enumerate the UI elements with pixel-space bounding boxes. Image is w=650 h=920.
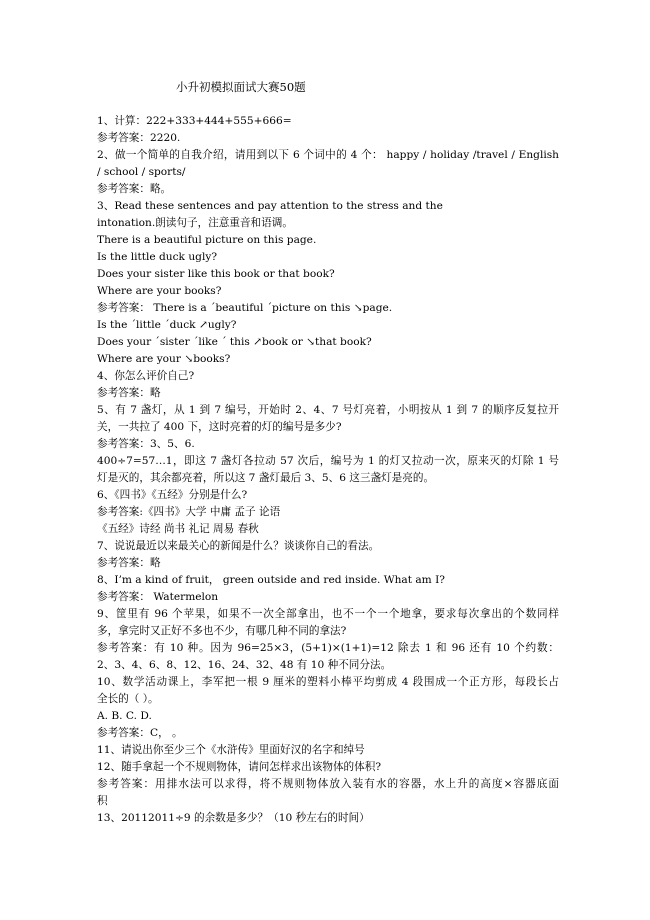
- question-4: 4、你怎么评价自己?: [97, 370, 195, 382]
- answer-9-cont: 2、3、4、6、8、12、16、24、32、48 有 10 种不同分法。: [97, 659, 392, 671]
- question-3: 3、Read these sentences and pay attention to the stress and the: [97, 200, 443, 212]
- document-title: 小升初模拟面试大赛50题: [176, 80, 306, 94]
- question-6: 6、《四书》《五经》分别是什么?: [97, 489, 248, 501]
- question-9: 9、筐里有 96 个苹果，如果不一次全部拿出，也不一个一个地拿，要求每次拿出的个数同样: [97, 608, 559, 620]
- question-3-cont: intonation.朗读句子，注意重音和语调。: [97, 217, 293, 229]
- question-10: 10、数学活动课上，李军把一根 9 厘米的塑料小棒平均剪成 4 段围成一个正方形，每段长占: [97, 676, 559, 688]
- sentence-line: Does your sister like this book or that book?: [97, 268, 335, 280]
- answer-5-explanation-cont: 灯是灭的，其余都亮着，所以这 7 盏灯最后 3、5、6 这三盏灯是亮的。: [97, 472, 435, 484]
- answer-3-line: Where are your ↘books?: [97, 353, 231, 365]
- document-body: [97, 113, 559, 827]
- answer-3-line: Is the ˊlittle ˊduck ↗ugly?: [97, 319, 237, 331]
- answer-5: 参考答案：3、5、6.: [97, 438, 195, 450]
- question-1: 1、计算：222+333+444+555+666=: [97, 115, 292, 127]
- answer-10: 参考答案：C， 。: [97, 727, 183, 739]
- question-5: 5、有 7 盏灯，从 1 到 7 编号，开始时 2、4、7 号灯亮着，小明按从 1 到 7 的顺序反复拉开: [97, 404, 559, 416]
- answer-5-explanation: 400÷7=57…1，即这 7 盏灯各拉动 57 次后，编号为 1 的灯又拉动一次，原来灭的灯除 1 号: [97, 455, 559, 467]
- question-11: 11、请说出你至少三个《水浒传》里面好汉的名字和绰号: [97, 744, 365, 756]
- answer-3-line: Does your ˊsister ˊlike ˊ this ↗book or ↘that book?: [97, 336, 372, 348]
- question-8: 8、I’m a kind of fruit， green outside and red inside. What am I?: [97, 574, 445, 586]
- answer-9: 参考答案：有 10 种。因为 96=25×3，(5+1)×(1+1)=12 除去 1 和 96 还有 10 个约数：: [97, 642, 559, 654]
- answer-12: 参考答案：用排水法可以求得，将不规则物体放入装有水的容器，水上升的高度×容器底面: [97, 778, 559, 790]
- answer-6: 参考答案:《四书》大学 中庸 孟子 论语: [97, 506, 281, 518]
- question-7: 7、说说最近以来最关心的新闻是什么？谈谈你自己的看法。: [97, 540, 380, 552]
- answer-7: 参考答案：略: [97, 557, 161, 569]
- sentence-line: Is the little duck ugly?: [97, 251, 218, 263]
- answer-1: 参考答案：2220.: [97, 132, 181, 144]
- answer-8: 参考答案： Watermelon: [97, 591, 219, 603]
- question-10-cont: 全长的（ ）。: [97, 693, 159, 705]
- sentence-line: There is a beautiful picture on this page.: [97, 234, 317, 246]
- question-13: 13、20112011÷9 的余数是多少？（10 秒左右的时间）: [97, 812, 370, 824]
- question-5-cont: 关，一共拉了 400 下，这时亮着的灯的编号是多少?: [97, 421, 342, 433]
- answer-12-cont: 积: [97, 795, 108, 807]
- question-9-cont: 多，拿完时又正好不多也不少，有哪几种不同的拿法?: [97, 625, 347, 637]
- answer-3: 参考答案： There is a ˊbeautiful ˊpicture on this ↘page.: [97, 302, 393, 314]
- answer-6-cont: 《五经》诗经 尚书 礼记 周易 春秋: [97, 523, 259, 535]
- question-2-cont: / school / sports/: [97, 166, 186, 178]
- question-2: 2、做一个简单的自我介绍，请用到以下 6 个词中的 4 个： happy / holiday /travel / English: [97, 149, 559, 161]
- question-12: 12、随手拿起一个不规则物体，请问怎样求出该物体的体积?: [97, 761, 382, 773]
- question-10-options: A. B. C. D.: [97, 710, 152, 722]
- answer-2: 参考答案：略。: [97, 183, 172, 195]
- answer-4: 参考答案：略: [97, 387, 161, 399]
- sentence-line: Where are your books?: [97, 285, 222, 297]
